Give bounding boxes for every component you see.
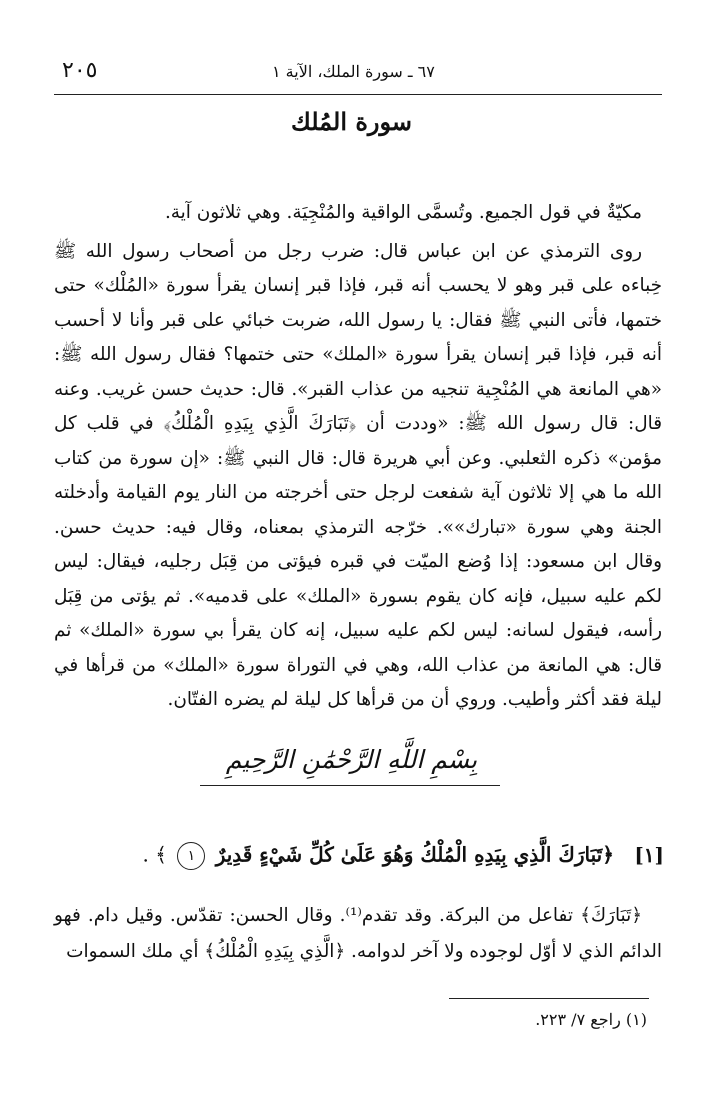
footnote: (١) راجع ٧/ ٢٢٣. bbox=[535, 1010, 647, 1029]
verse-text: ﴿تَبَارَكَ الَّذِي بِيَدِهِ الْمُلْكُ وَهُوَ عَلَىٰ كُلِّ شَيْءٍ قَدِيرٌ bbox=[215, 842, 614, 867]
verse-line bbox=[54, 842, 664, 870]
hadith-paragraph: روى الترمذي عن ابن عباس قال: ضرب رجل من أصحاب رسول الله ﷺ خِباءه على قبر وهو لا يحسب أنه قبر، فإذا قبر إنسان يقرأ سورة «المُلْك» حتى ختمها، فأتى النبي ﷺ فقال: يا رسول الله، ضربت خبائي على قبر وأنا لا أحسب أنه قبر، فإذا قبر إنسان يقرأ سورة «الملك» حتى ختمها؟ فقال رسول الله ﷺ: «هي المانعة هي المُنْجِية تنجيه من عذاب القبر». قال: حديث حسن غريب. وعنه قال: قال رسول الله ﷺ: «وددت أن ﴿تَبَارَكَ الَّذِي بِيَدِهِ الْمُلْكُ﴾ في قلب كل مؤمن» ذكره الثعلبي. وعن أبي هريرة قال: قال النبي ﷺ: «إن سورة من كتاب الله ما هي إلا ثلاثون آية شفعت لرجل حتى أخرجته من النار يوم القيامة وأدخلته الجنة وهي سورة «تبارك»». خرّجه الترمذي بمعناه، وقال فيه: حديث حسن. وقال ابن مسعود: إذا وُضع الميّت في قبره فيؤتى من قِبَل رجليه، فيقال: ليس لكم عليه سبيل، فإنه كان يقوم بسورة «الملك» على قدميه». ثم يؤتى من قِبَل رأسه، فيقول لسانه: ليس لكم عليه سبيل، إنه كان يقرأ بي سورة «الملك» ثم قال: هي المانعة من عذاب الله، وهي في التوراة سورة «الملك» من قرأها في ليلة فقد أكثر وأطيب. وروي أن من قرأها كل ليلة لم يضره الفتّان. bbox=[54, 240, 662, 710]
verse-number: [١] bbox=[634, 842, 664, 867]
page-header bbox=[62, 58, 662, 92]
running-head: ٦٧ ـ سورة الملك، الآية ١ bbox=[272, 62, 435, 81]
basmala-ornament bbox=[200, 785, 500, 786]
body-text bbox=[54, 196, 662, 718]
verse-end-marker: ١ bbox=[177, 842, 205, 870]
surah-title: سورة المُلك bbox=[290, 107, 413, 136]
commentary-paragraph: ﴿تَبَارَكَ﴾ تفاعل من البركة. وقد تقدم⁽¹⁾. وقال الحسن: تقدّس. وقيل دام. فهو الدائم الذي لا أوّل لوجوده ولا آخر لدوامه. ﴿الَّذِي بِيَدِهِ الْمُلْكُ﴾ أي ملك السموات bbox=[54, 905, 662, 962]
basmala: بِسْمِ اللَّهِ الرَّحْمَٰنِ الرَّحِيمِ bbox=[225, 745, 478, 774]
verse-closing: ﴾ . bbox=[142, 842, 167, 867]
intro-paragraph: مكيّةٌ في قول الجميع. وتُسمَّى الواقية والمُنْجِيَة. وهي ثلاثون آية. bbox=[164, 202, 642, 223]
commentary bbox=[54, 898, 662, 970]
footnote-rule bbox=[449, 998, 649, 999]
header-rule bbox=[54, 94, 662, 95]
page-number: ٢٠٥ bbox=[62, 58, 98, 83]
